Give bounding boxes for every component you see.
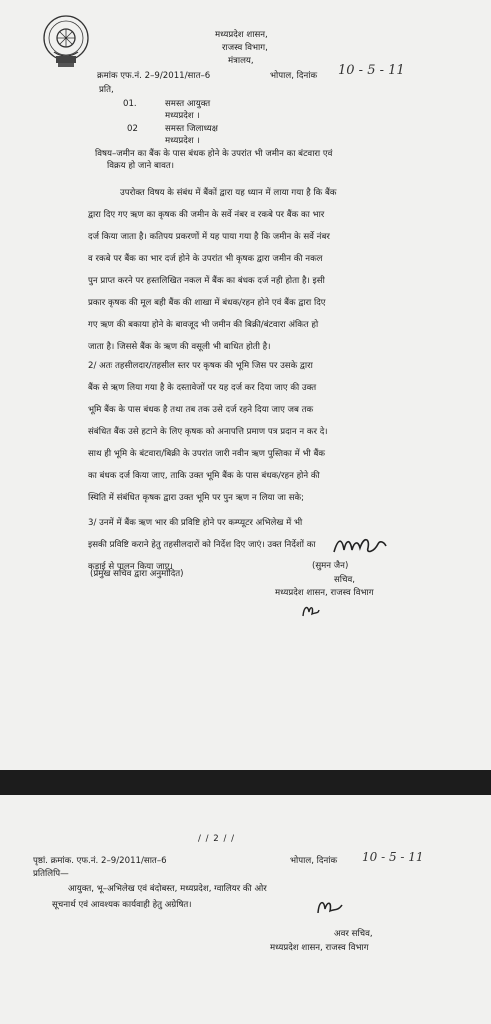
recipient-2-number: 02 (127, 124, 138, 134)
under-secretary-title: अवर सचिव, (334, 929, 373, 939)
paragraph-1-line: द्वारा दिए गए ऋण का कृषक की जमीन के सर्वे नंबर व रकबे पर बैंक का भार (88, 210, 325, 220)
approval-note: (प्रमुख सचिव द्वारा अनुमोदित) (90, 569, 184, 579)
copy-body-line-2: सूचनार्थ एवं आवश्यक कार्यवाही हेतु अग्रेषित। (52, 900, 192, 910)
paragraph-2 (88, 355, 328, 509)
paragraph-2-line: भूमि बैंक के पास बंधक है तथा तब तक उसे दर्ज रहने दिया जाए जब तक (88, 405, 314, 415)
secretary-signature-icon (330, 532, 390, 560)
copy-label: प्रतिलिपि— (33, 869, 69, 879)
paragraph-1-line: प्रकार कृषक की मूल बही बैंक की शाखा में बंधक/रहन होने एवं बैंक द्वारा दिए (88, 298, 326, 308)
header-line-3: मंत्रालय, (228, 56, 254, 66)
page-number: / / 2 / / (198, 834, 235, 844)
place-date: भोपाल, दिनांक (270, 71, 318, 81)
paragraph-1-line: पुन प्राप्त करने पर हस्तलिखित नकल में बैंक का बंधक दर्ज नही होता है। इसी (88, 276, 325, 286)
paragraph-1-line: दर्ज किया जाता है। कतिपय प्रकरणों में यह पाया गया है कि जमीन के सर्वे नंबर (88, 232, 330, 242)
paragraph-1-line: गए ऋण की बकाया होने के बावजूद भी जमीन की बिक्री/बंटवारा अंकित हो (88, 320, 319, 330)
endorsement-place-date: भोपाल, दिनांक (290, 856, 338, 866)
header-line-1: मध्यप्रदेश शासन, (215, 30, 268, 40)
letter-page-2 (0, 795, 491, 1024)
paragraph-3-line: कड़ाई से पालन किया जाए। (88, 562, 173, 572)
paragraph-2-line: बैंक से ऋण लिया गया है के दस्तावेजों पर यह दर्ज कर दिया जाए की उक्त (88, 383, 317, 393)
paragraph-2-line: स्थिति में संबंधित कृषक द्वारा उक्त भूमि पर पुन ऋण न लिया जा सके; (88, 493, 305, 503)
under-secretary-signature-icon (314, 895, 348, 919)
subject-line-1: विषय–जमीन का बैंक के पास बंधक होने के उपरांत भी जमीन का बंटवारा एवं (95, 149, 333, 159)
secretary-title: सचिव, (334, 575, 356, 585)
prati-label: प्रति, (99, 85, 114, 95)
state-emblem-icon (40, 12, 92, 70)
recipient-1-number: 01. (123, 99, 137, 109)
paragraph-3-line: 3/ उनमें में बैंक ऋण भार की प्रविष्टि होने पर कम्प्यूटर अभिलेख में भी (88, 518, 303, 528)
paragraph-2-line: साथ ही भूमि के बंटवारा/बिक्री के उपरांत जारी नवीन ऋण पुस्तिका में भी बैंक (88, 449, 326, 459)
paragraph-2-line: का बंधक दर्ज किया जाए, ताकि उक्त भूमि बैंक के पास बंधक/रहन होने की (88, 471, 320, 481)
paragraph-1-line: उपरोक्त विषय के संबंध में बैंकों द्वारा यह ध्यान में लाया गया है कि बैंक (120, 188, 337, 198)
paragraph-2-line: संबंधित बैंक उसे हटाने के लिए कृषक को अनापत्ति प्रमाण पत्र प्रदान न कर दे। (88, 427, 328, 437)
under-secretary-organisation: मध्यप्रदेश शासन, राजस्व विभाग (270, 943, 369, 953)
recipient-2-line-1: समस्त जिलाध्यक्ष (165, 124, 218, 134)
initials-mark-icon (300, 602, 322, 620)
endorsement-reference-number: पृष्ठां. क्रमांक. एफ.नं. 2–9/2011/सात–6 (33, 856, 167, 866)
secretary-name: (सुमन जैन) (312, 561, 349, 571)
paragraph-1-line: व रकबे पर बैंक का भार दर्ज होने के उपरांत भी कृषक द्वारा जमीन की नकल (88, 254, 323, 264)
paragraph-2-line: 2/ अतः तहसीलदार/तहसील स्तर पर कृषक की भूमि जिस पर उसके द्वारा (88, 361, 313, 371)
reference-number: क्रमांक एफ.नं. 2–9/2011/सात–6 (97, 71, 211, 81)
header-line-2: राजस्व विभाग, (222, 43, 268, 53)
handwritten-date: 10 - 5 - 11 (338, 63, 405, 78)
subject-line-2: विक्रय हो जाने बावत। (107, 161, 175, 171)
recipient-1-line-1: समस्त आयुक्त (165, 99, 211, 109)
paragraph-1 (88, 182, 337, 358)
recipient-2-line-2: मध्यप्रदेश । (165, 136, 200, 146)
endorsement-handwritten-date: 10 - 5 - 11 (362, 850, 424, 864)
paragraph-3-line: इसकी प्रविष्टि कराने हेतु तहसीलदारों को निर्देश दिए जाएं। उक्त निर्देशों का (88, 540, 316, 550)
copy-body-line-1: आयुक्त, भू–अभिलेख एवं बंदोबस्त, मध्यप्रदेश, ग्वालियर की ओर (68, 884, 267, 894)
paragraph-1-line: जाता है। जिससे बैंक के ऋण की वसूली भी बाधित होती है। (88, 342, 271, 352)
recipient-1-line-2: मध्यप्रदेश । (165, 111, 200, 121)
secretary-organisation: मध्यप्रदेश शासन, राजस्व विभाग (275, 588, 374, 598)
